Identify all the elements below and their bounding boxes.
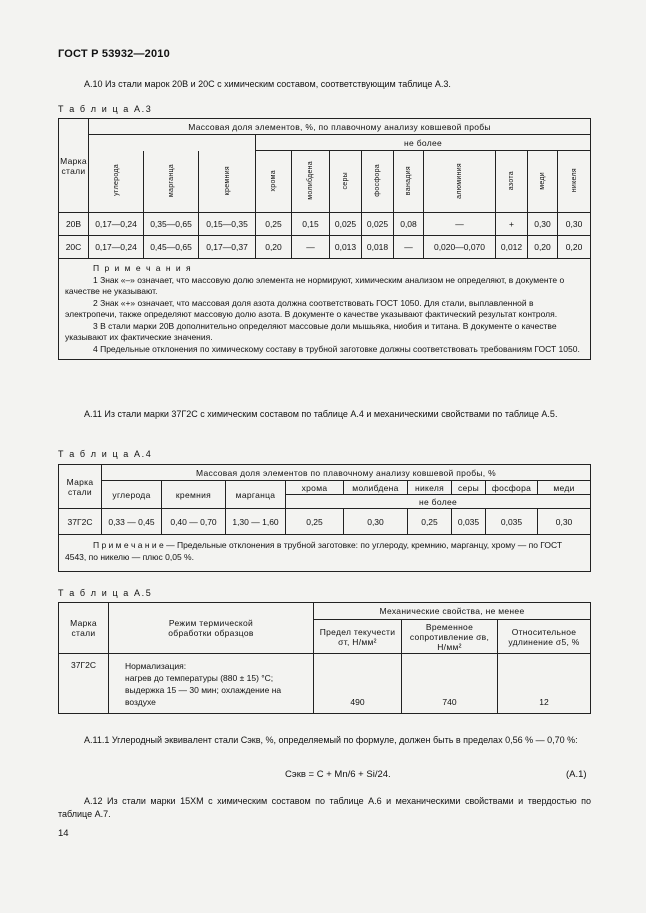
- paragraph-a10: А.10 Из стали марок 20В и 20С с химическим составом, соответствующим таблице А.3.: [84, 79, 451, 89]
- mode-line: нагрев до температуры (880 ± 15) °С;: [125, 673, 274, 683]
- table-cell: 12: [498, 654, 591, 714]
- table-a3-col-header: фосфора: [362, 151, 394, 213]
- table-a5-col-header: Временное сопротивление σв, Н/мм²: [402, 620, 498, 654]
- table-a5-grade-header: Марка стали: [59, 603, 109, 654]
- page-number: 14: [58, 828, 69, 839]
- table-cell: 0,40 — 0,70: [162, 509, 226, 535]
- table-cell: 0,35—0,65: [144, 213, 199, 236]
- table-a5-caption: Т а б л и ц а А.5: [58, 588, 153, 598]
- table-row: [59, 509, 591, 535]
- table-a3-notes: [59, 259, 591, 360]
- table-cell: 0,17—0,24: [89, 213, 144, 236]
- table-a3-grade-header: Марка стали: [59, 119, 89, 213]
- table-cell: 0,20: [256, 236, 292, 259]
- table-a4-caption: Т а б л и ц а А.4: [58, 449, 153, 459]
- paragraph-a11: А.11 Из стали марки 37Г2С с химическим составом по таблице А.4 и механическими свойствами по таблице А.5.: [84, 409, 558, 419]
- table-a4-col-header: никеля: [408, 481, 452, 495]
- table-row: [59, 236, 591, 259]
- formula-number: (А.1): [566, 769, 587, 780]
- note-item: 4 Предельные отклонения по химическому составу в трубной заготовке должны соответствовать требованиям ГОСТ 1050.: [93, 343, 580, 354]
- table-a3-col-header: меди: [528, 151, 558, 213]
- table-a4-col-header: серы: [452, 481, 486, 495]
- table-cell: 740: [402, 654, 498, 714]
- table-cell: 20С: [59, 236, 89, 259]
- table-cell: 0,17—0,37: [199, 236, 256, 259]
- table-cell: 0,20: [558, 236, 591, 259]
- document-header: ГОСТ Р 53932—2010: [58, 48, 170, 60]
- paragraph-a12: А.12 Из стали марки 15ХМ с химическим составом по таблице А.6 и механическими свойствами и твердостью по таблице А.7.: [58, 796, 591, 819]
- table-a3-col-header: никеля: [558, 151, 591, 213]
- table-cell: 20В: [59, 213, 89, 236]
- table-a5-group-header: Механические свойства, не менее: [314, 603, 591, 620]
- table-a4-no-more: не более: [286, 495, 591, 509]
- table-a3-col-header: молибдена: [292, 151, 330, 213]
- table-a4-group-header: Массовая доля элементов по плавочному анализу ковшевой пробы, %: [102, 465, 591, 481]
- table-cell-mode: [109, 654, 314, 714]
- table-a3-col-header: кремния: [199, 151, 256, 213]
- table-a4-col-header: фосфора: [486, 481, 538, 495]
- table-a3-col-header: алюминия: [424, 151, 496, 213]
- table-cell: —: [424, 213, 496, 236]
- table-cell: 0,25: [256, 213, 292, 236]
- table-a4-col-header: молибдена: [344, 481, 408, 495]
- table-cell: 0,20: [528, 236, 558, 259]
- table-a3-col-header: марганца: [144, 151, 199, 213]
- note-item: 3 В стали марки 20В дополнительно определяют массовые доли мышьяка, ниобия и титана. В документе о качестве указывают их фактические значения.: [65, 320, 557, 342]
- note-item: 1 Знак «–» означает, что массовую долю элемента не нормируют, химическим анализом не определяют, в документе о качестве не указывают.: [65, 274, 565, 296]
- table-a4-col-header: хрома: [286, 481, 344, 495]
- table-cell: —: [292, 236, 330, 259]
- table-a3: [58, 118, 591, 360]
- table-a5-mode-header: Режим термической обработки образцов: [109, 603, 314, 654]
- table-a4-col-header: кремния: [162, 481, 226, 509]
- table-a4-col-header: углерода: [102, 481, 162, 509]
- table-cell: +: [496, 213, 528, 236]
- table-cell: —: [394, 236, 424, 259]
- table-a4-note: [59, 535, 591, 572]
- table-a3-group-header: Массовая доля элементов, %, по плавочному анализу ковшевой пробы: [89, 119, 591, 135]
- table-a4: [58, 464, 591, 572]
- table-cell: 0,25: [408, 509, 452, 535]
- mode-line: Нормализация:: [125, 661, 187, 671]
- table-cell: 0,30: [558, 213, 591, 236]
- table-a3-col-header: ванадия: [394, 151, 424, 213]
- table-cell: 0,33 — 0,45: [102, 509, 162, 535]
- table-cell: 0,020—0,070: [424, 236, 496, 259]
- table-cell: 37Г2С: [59, 509, 102, 535]
- table-cell: 0,018: [362, 236, 394, 259]
- notes-title: П р и м е ч а н и я: [93, 263, 193, 273]
- table-cell: 0,30: [344, 509, 408, 535]
- table-a3-no-more: не более: [256, 135, 591, 151]
- table-a3-caption: Т а б л и ц а А.3: [58, 104, 153, 114]
- table-a5: [58, 602, 591, 714]
- table-cell: 37Г2С: [59, 654, 109, 714]
- formula: Сэкв = С + Mn/6 + Si/24.: [285, 769, 391, 780]
- table-cell: 0,25: [286, 509, 344, 535]
- table-cell: 0,30: [528, 213, 558, 236]
- table-row: [59, 213, 591, 236]
- paragraph-a111: А.11.1 Углеродный эквивалент стали Сэкв, %, определяемый по формуле, должен быть в пределах 0,56 % — 0,70 %:: [84, 735, 578, 745]
- table-cell: 0,15: [292, 213, 330, 236]
- table-a3-col-header: азота: [496, 151, 528, 213]
- mode-line: выдержка 15 — 30 мин; охлаждение на воздухе: [125, 685, 282, 707]
- table-cell: 0,15—0,35: [199, 213, 256, 236]
- table-a5-col-header: Предел текучести σт, Н/мм²: [314, 620, 402, 654]
- table-cell: 0,45—0,65: [144, 236, 199, 259]
- table-a4-col-header: марганца: [226, 481, 286, 509]
- note-item: 2 Знак «+» означает, что массовая доля азота должна соответствовать ГОСТ 1050. Для стали, выплавленной в электропечи, также определяют массовую долю азота. В документе о качестве указывают фактический результат контроля.: [65, 297, 558, 319]
- table-a3-col-header: углерода: [89, 151, 144, 213]
- table-cell: 0,025: [330, 213, 362, 236]
- table-a4-col-header: меди: [538, 481, 591, 495]
- table-a4-grade-header: Марка стали: [59, 465, 102, 509]
- table-cell: 0,08: [394, 213, 424, 236]
- table-cell: 490: [314, 654, 402, 714]
- note-item: П р и м е ч а н и е — Предельные отклонения в трубной заготовке: по углероду, кремнию, марганцу, хрому — по ГОСТ 4543, по никелю — плюс 0,05 %.: [65, 540, 563, 562]
- table-a3-col-header: хрома: [256, 151, 292, 213]
- table-cell: 1,30 — 1,60: [226, 509, 286, 535]
- table-row: [59, 654, 591, 714]
- table-cell: 0,17—0,24: [89, 236, 144, 259]
- table-cell: 0,30: [538, 509, 591, 535]
- table-cell: 0,035: [452, 509, 486, 535]
- table-cell: 0,035: [486, 509, 538, 535]
- table-cell: 0,025: [362, 213, 394, 236]
- table-a3-col-header: серы: [330, 151, 362, 213]
- table-cell: 0,012: [496, 236, 528, 259]
- table-cell: 0,013: [330, 236, 362, 259]
- table-a5-col-header: Относительное удлинение σ5, %: [498, 620, 591, 654]
